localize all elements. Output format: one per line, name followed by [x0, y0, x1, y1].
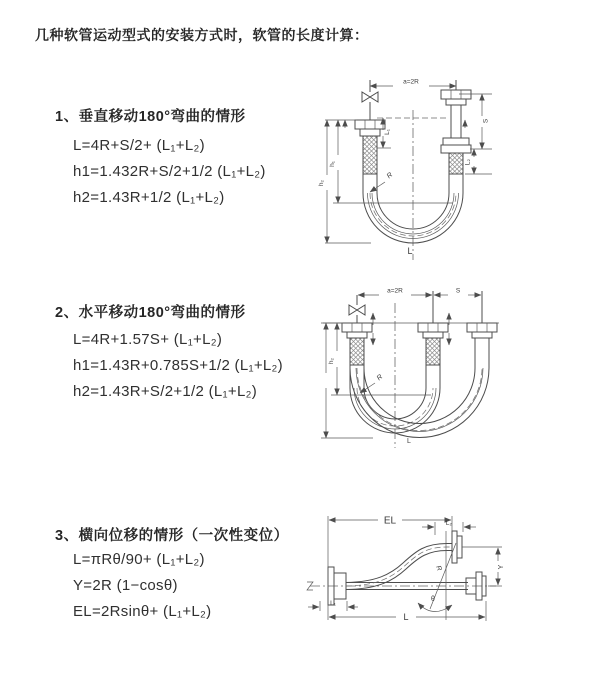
theta-label: θ — [431, 596, 435, 603]
dim-label-a2r: a=2R — [403, 78, 419, 86]
section-2-formula-h1: h1=1.43R+0.785S+1/2 (L₁+L₂) — [73, 357, 283, 374]
dimension-l — [329, 601, 486, 622]
left-flange — [355, 120, 385, 136]
section-2-heading: 2、水平移动180°弯曲的情形 — [55, 305, 246, 321]
dimension-l1 — [377, 118, 391, 148]
centerline — [307, 582, 496, 590]
section-1-formula-h1: h1=1.432R+S/2+1/2 (L₁+L₂) — [73, 163, 266, 180]
section-3-formula-L: L=πRθ/90+ (L₁+L₂) — [73, 551, 205, 568]
radius-label: R — [375, 373, 385, 383]
dimension-el — [328, 516, 452, 621]
right-pipe — [441, 90, 471, 153]
valve-icon — [349, 295, 365, 323]
dim-label-l2: L₂ — [445, 520, 453, 527]
upper-flange — [452, 531, 462, 563]
dim-label-a2r: a=2R — [387, 287, 403, 295]
length-label: L — [407, 438, 411, 445]
dim-label-el: EL — [383, 515, 397, 527]
dim-label-l: L — [403, 612, 409, 622]
diagram-vertical-180-bend — [313, 70, 600, 265]
dim-label-h1: h₁ — [329, 161, 336, 167]
dimension-y — [462, 547, 505, 586]
u-bend-wide — [350, 368, 489, 438]
dimension-l1 — [308, 600, 358, 611]
section-2-formula-L: L=4R+1.57S+ (L₁+L₂) — [73, 331, 223, 348]
radius-callout — [370, 172, 394, 192]
middle-flange — [418, 323, 448, 388]
diagram-horizontal-180-bend — [313, 283, 600, 458]
section-1-heading: 1、垂直移动180°弯曲的情形 — [55, 109, 246, 125]
dim-label-s: S — [455, 287, 461, 295]
dimension-l2 — [422, 520, 476, 535]
radius-label: R — [385, 171, 395, 181]
left-hose-braid — [363, 136, 377, 193]
section-2-formula-h2: h2=1.43R+S/2+1/2 (L₁+L₂) — [73, 383, 258, 400]
dim-label-l1: L₁ — [384, 129, 391, 135]
dimension-span — [370, 79, 456, 91]
dimension-span — [358, 288, 482, 324]
section-3-formula-Y: Y=2R (1−cosθ) — [73, 577, 178, 594]
section-1-formula-L: L=4R+S/2+ (L₁+L₂) — [73, 137, 205, 154]
length-label: L — [407, 246, 413, 256]
page-title: 几种软管运动型式的安装方式时，软管的长度计算： — [35, 27, 369, 43]
dim-label-y: Y — [498, 564, 505, 570]
diagram-lateral-displacement — [300, 505, 600, 660]
dimension-s-l2 — [459, 94, 492, 174]
section-1-formula-h2: h2=1.43R+1/2 (L₁+L₂) — [73, 189, 225, 206]
dim-label-l1: L₁ — [330, 600, 336, 607]
dim-label-h2: h₂ — [318, 179, 325, 187]
section-3-formula-EL: EL=2Rsinθ+ (L₁+L₂) — [73, 603, 212, 620]
dim-label-h2: h₂ — [328, 357, 335, 365]
radius-label: R — [434, 564, 443, 573]
dim-label-s: S — [482, 118, 490, 124]
dim-label-l2: L₂ — [464, 158, 472, 166]
section-3-heading: 3、横向位移的情形（一次性变位） — [55, 528, 289, 544]
right-hose-braid — [449, 153, 463, 193]
right-flange — [467, 323, 497, 368]
